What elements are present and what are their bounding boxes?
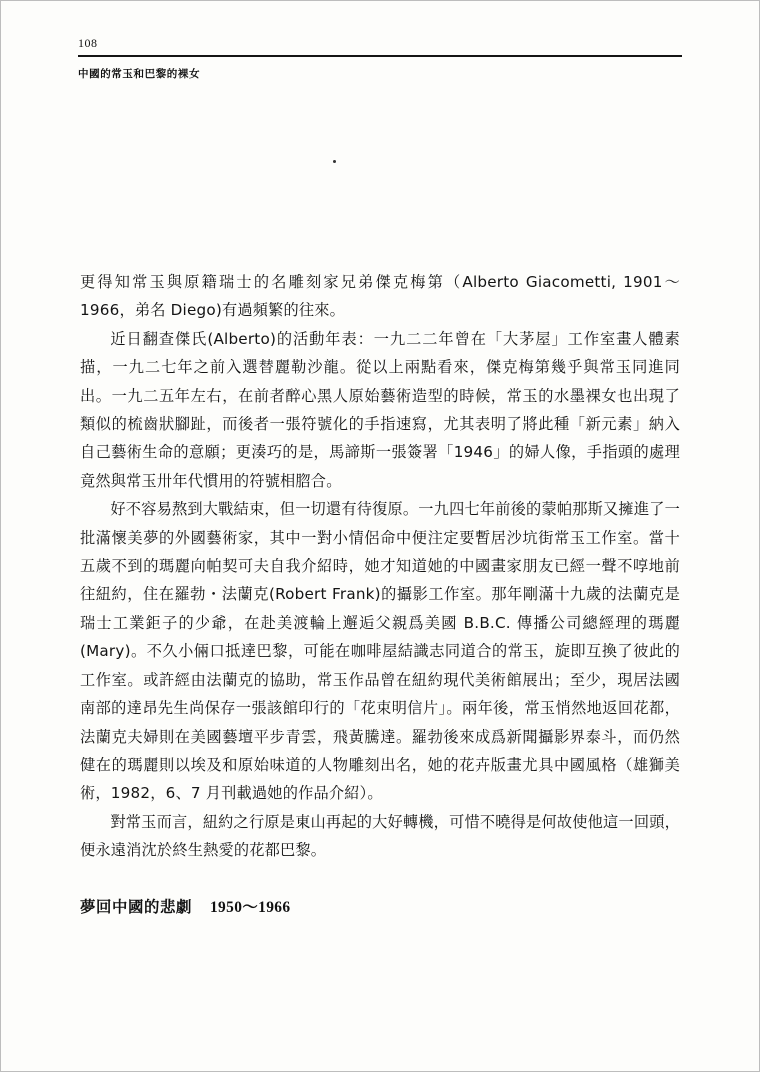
stray-mark [333,160,336,163]
section-heading [80,895,680,917]
paragraph: 近日翻查傑氏(Alberto)的活動年表：一九二二年曾在「大茅屋」工作室畫人體素描，一九二七年之前入選替麗勒沙龍。從以上兩點看來，傑克梅第幾乎與常玉同進同出。一九二五年左右，在前者醉心黑人原始藝術造型的時候，常玉的水墨裸女也出現了類似的梳齒狀腳趾，而後者一張符號化的手指速寫，尤其表明了將此種「新元素」納入自己藝術生命的意願；更湊巧的是，馬諦斯一張簽署「1946」的婦人像，手指頭的處理竟然與常玉卅年代慣用的符號相脗合。 [80,329,680,490]
paragraph: 更得知常玉與原籍瑞士的名雕刻家兄弟傑克梅第（Alberto Giacometti, 1901～1966，弟名 Diego)有過頻繁的往來。 [80,273,680,320]
paragraph: 對常玉而言，紐約之行原是東山再起的大好轉機，可惜不曉得是何故使他這一回頭，便永遠消沈於終生熱愛的花都巴黎。 [80,812,680,860]
page-number: 108 [78,36,98,50]
header-rule [78,55,682,57]
page-header [78,36,682,81]
running-head: 中國的常玉和巴黎的裸女 [78,68,201,80]
section-heading-title: 夢回中國的悲劇 [80,897,192,916]
paragraph: 好不容易熬到大戰結束，但一切還有待復原。一九四七年前後的蒙帕那斯又擁進了一批滿懷美夢的外國藝術家，其中一對小情侶命中便注定要暫居沙坑街常玉工作室。當十五歲不到的瑪麗向帕契可夫自我介紹時，她才知道她的中國畫家朋友已經一聲不啍地前往紐約，住在羅勃・法蘭克(Robert Frank)的攝影工作室。那年剛滿十九歲的法蘭克是瑞士工業鉅子的少爺，在赴美渡輪上邂逅父親爲美國 B.B.C. 傳播公司總經理的瑪麗(Mary)。不久小倆口抵達巴黎，可能在咖啡屋結識志同道合的常玉，旋即互換了彼此的工作室。或許經由法蘭克的協助，常玉作品曾在紐約現代美術館展出；至少，現居法國南部的達昂先生尚保存一張該館印行的「花束明信片」。兩年後，常玉悄然地返回花都，法蘭克夫婦則在美國藝壇平步青雲，飛黃騰達。羅勃後來成爲新聞攝影界泰斗，而仍然健在的瑪麗則以埃及和原始味道的人物雕刻出名，她的花卉版畫尤具中國風格（雄獅美術，1982，6、7 月刊載過她的作品介紹）。 [80,500,680,803]
body-text [80,268,680,917]
section-heading-years: 1950～1966 [209,898,291,916]
